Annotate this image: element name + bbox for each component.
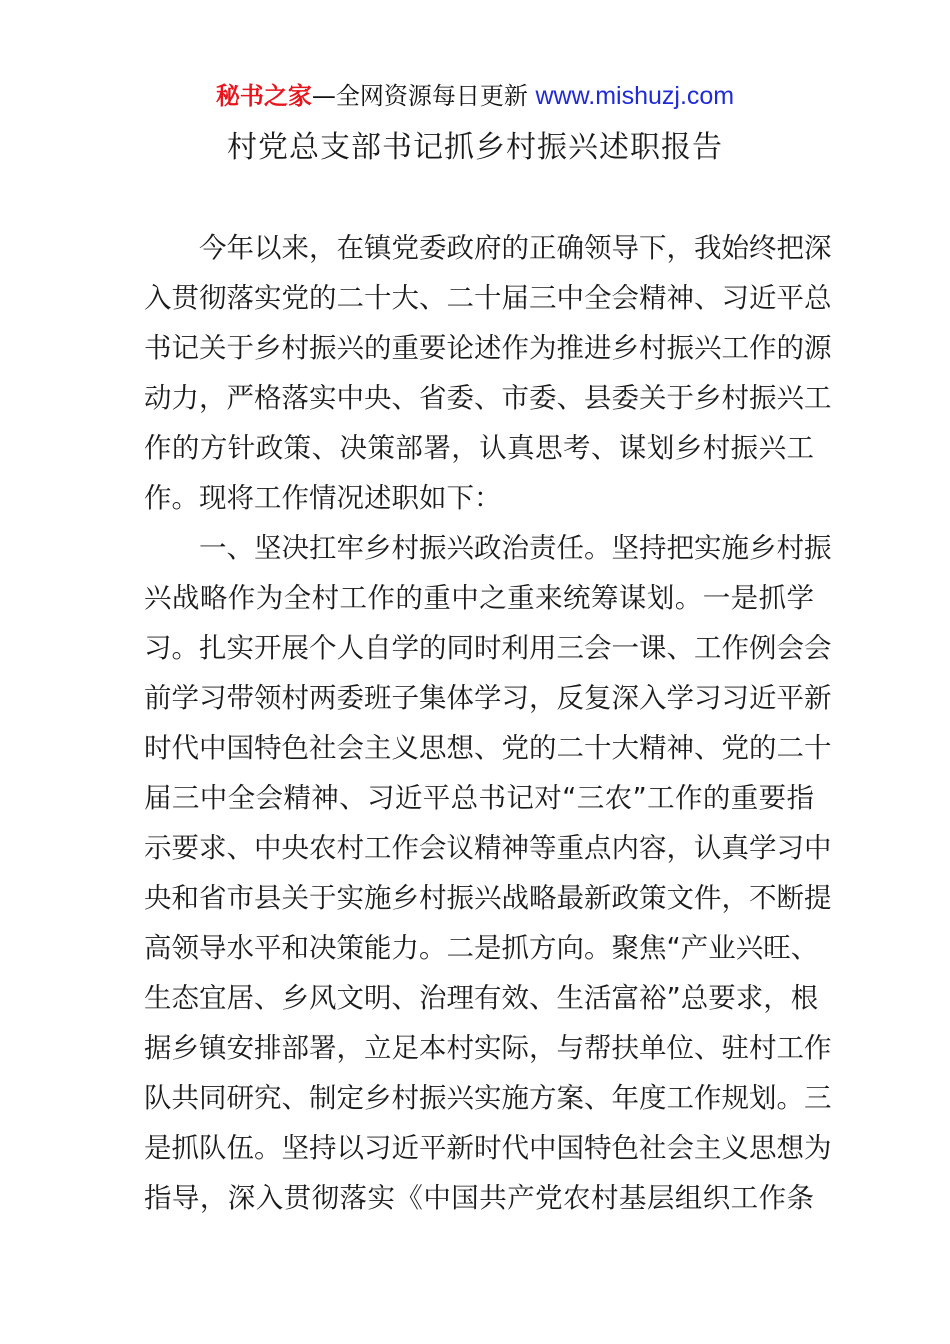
paragraph-line: 作的方针政策、决策部署，认真思考、谋划乡村振兴工 bbox=[144, 432, 814, 464]
site-url-link[interactable]: www.mishuzj.com bbox=[535, 82, 735, 110]
paragraph-line: 据乡镇安排部署，立足本村实际，与帮扶单位、驻村工作 bbox=[144, 1032, 832, 1064]
site-header bbox=[0, 80, 950, 112]
paragraph-line: 示要求、中央农村工作会议精神等重点内容，认真学习中 bbox=[144, 832, 832, 864]
paragraph-line: 今年以来，在镇党委政府的正确领导下，我始终把深 bbox=[199, 232, 832, 264]
paragraph-line: 队共同研究、制定乡村振兴实施方案、年度工作规划。三 bbox=[144, 1082, 832, 1114]
paragraph-line: 习。扎实开展个人自学的同时利用三会一课、工作例会会 bbox=[144, 632, 832, 664]
document-title: 村党总支部书记抓乡村振兴述职报告 bbox=[227, 130, 723, 165]
paragraph-line: 指导，深入贯彻落实《中国共产党农村基层组织工作条 bbox=[144, 1182, 814, 1214]
paragraph-line: 前学习带领村两委班子集体学习，反复深入学习习近平新 bbox=[144, 682, 832, 714]
paragraph-line: 兴战略作为全村工作的重中之重来统筹谋划。一是抓学 bbox=[144, 582, 814, 614]
paragraph-line: 入贯彻落实党的二十大、二十届三中全会精神、习近平总 bbox=[144, 282, 832, 314]
brand-name: 秘书之家 bbox=[215, 82, 312, 110]
header-tagline: —全网资源每日更新 bbox=[311, 82, 536, 110]
paragraph-line: 一、坚决扛牢乡村振兴政治责任。坚持把实施乡村振 bbox=[199, 532, 832, 564]
paragraph-line: 届三中全会精神、习近平总书记对“三农”工作的重要指 bbox=[144, 782, 814, 814]
paragraph-line: 书记关于乡村振兴的重要论述作为推进乡村振兴工作的源 bbox=[144, 332, 832, 364]
paragraph-line: 高领导水平和决策能力。二是抓方向。聚焦“产业兴旺、 bbox=[144, 932, 819, 964]
paragraph-line: 央和省市县关于实施乡村振兴战略最新政策文件，不断提 bbox=[144, 882, 832, 914]
paragraph-line: 时代中国特色社会主义思想、党的二十大精神、党的二十 bbox=[144, 732, 832, 764]
paragraph-line: 动力，严格落实中央、省委、市委、县委关于乡村振兴工 bbox=[144, 382, 832, 414]
paragraph-line: 是抓队伍。坚持以习近平新时代中国特色社会主义思想为 bbox=[144, 1132, 832, 1164]
paragraph-line: 作。现将工作情况述职如下： bbox=[144, 482, 502, 514]
paragraph-line: 生态宜居、乡风文明、治理有效、生活富裕”总要求，根 bbox=[144, 982, 819, 1014]
document-body bbox=[144, 223, 832, 1223]
